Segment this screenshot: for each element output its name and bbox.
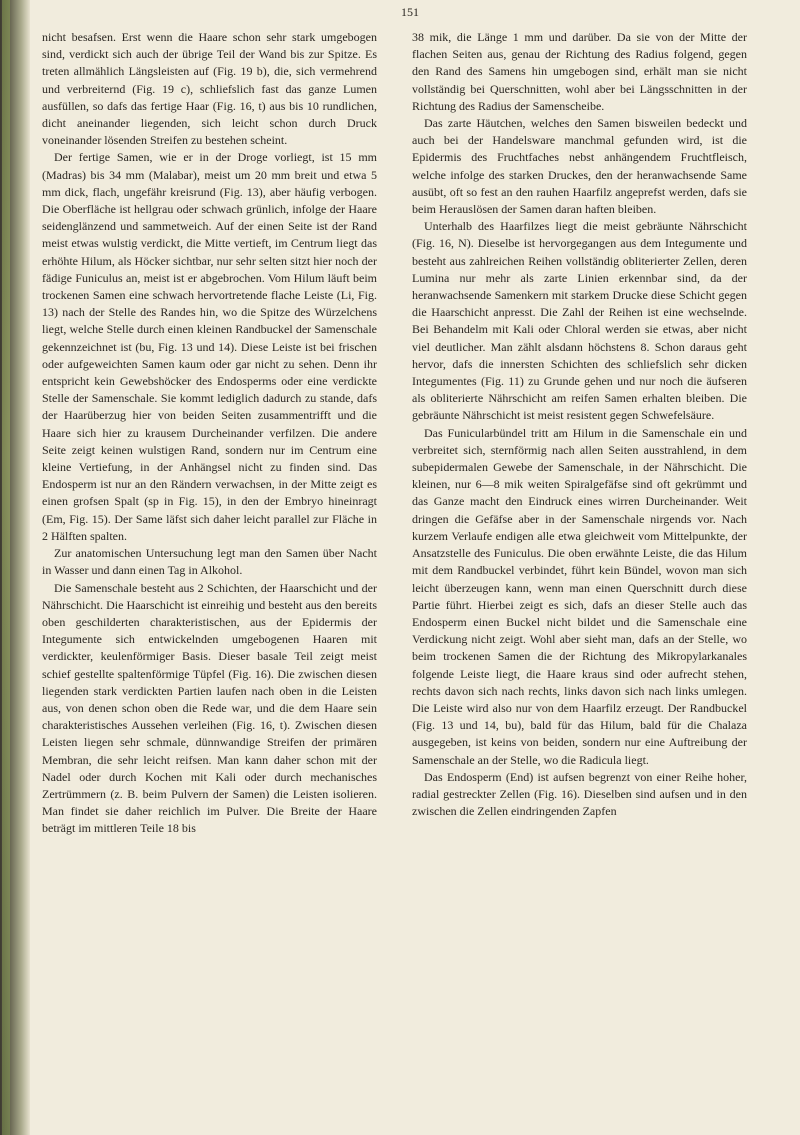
paragraph: Der fertige Samen, wie er in der Droge vorliegt, ist 15 mm (Madras) bis 34 mm (Malabar), meist um 20 mm breit und etwa 5 mm dick, flach, ungefähr kreisrund (Fig. 13), aber häufig verbogen. Die Oberfläche ist hellgrau oder schwach grünlich, infolge der Haare seidenglänzend und sammetweich. Auf der einen Seite ist der Rand meist etwas wulstig verdickt, die Mitte vertieft, im Centrum liegt das erhöhte Hilum, als Höcker sichtbar, nur sehr selten sitzt hier noch der fädige Funiculus an, meist ist er abgebrochen. Vom Hilum läuft beim trockenen Samen eine schwach hervortretende flache Leiste (Li, Fig. 13) nach der Stelle des Randes hin, wo die Spitze des Würzelchens liegt, welche Stelle durch einen kleinen Randbuckel der Samenschale gekennzeichnet ist (bu, Fig. 13 und 14). Diese Leiste ist bei frischen oder aufgeweichten Samen kaum oder gar nicht zu sehen. Denn ihr entspricht kein Gewebshöcker des Endosperms oder eine verdickte Stelle der Samenschale. Sie kommt lediglich dadurch zu stande, dafs der Haarüberzug hier von beiden Seiten zusammentrifft und die Haare sich hier zu krausem Durcheinander verfilzen. Die andere Seite zeigt keinen wulstigen Rand, sondern nur im Centrum eine kleine Vertiefung, in der Anhängsel nicht zu finden sind. Das Endosperm ist nur an den Rändern verwachsen, in der Mitte zeigt es einen grofsen Spalt (sp in Fig. 15), in den der Embryo hineinragt (Em, Fig. 15). Der Same läfst sich daher leicht parallel zur Fläche in 2 Hälften spalten. xyxy=(42,150,377,543)
paragraph: Die Samenschale besteht aus 2 Schichten, der Haarschicht und der Nährschicht. Die Haarschicht ist einreihig und besteht aus den bereits oben geschilderten charakteristischen, aus der Epidermis der Integumente sich entwickelnden umgebogenen Haaren mit verdickter, keulenförmiger Basis. Dieser basale Teil zeigt meist schief gestellte spaltenförmige Tüpfel (Fig. 16). Die zwischen diesen liegenden stark verdickten Partien laufen nach oben in die Leisten aus, von denen schon oben die Rede war, und die dem Haare sein charakteristisches Aussehen verleihen (Fig. 16, t). Zwischen diesen Leisten liegen sehr schmale, dünnwandige Streifen der primären Membran, die sehr leicht reifsen. Man kann daher schon mit der Nadel oder durch Kochen mit Kali oder durch mechanisches Zertrümmern (z. B. beim Pulvern der Samen) die Leisten isolieren. Man findet sie daher reichlich im Pulver. Die Breite der Haare beträgt im mittleren Teile 18 bis xyxy=(42,580,377,836)
paragraph: nicht besafsen. Erst wenn die Haare schon sehr stark umgebogen sind, verdickt sich auch der übrige Teil der Wand bis zur Spitze. Es treten allmählich Längsleisten auf (Fig. 19 b), die, sich vermehrend und verbreiternd (Fig. 19 c), schliefslich fast das ganze Lumen ausfüllen, so dafs das fertige Haar (Fig. 16, t) aus bis 10 rundlichen, dicht aneinander liegenden, sich leicht schon durch Druck voneinander lösenden Streifen zu bestehen scheint. xyxy=(42,30,377,148)
paragraph: Das Endosperm (End) ist aufsen begrenzt von einer Reihe hoher, radial gestreckter Zellen (Fig. 16). Dieselben sind aufsen und in den zwischen die Zellen eindringenden Zapfen xyxy=(412,769,747,819)
paragraph: 38 mik, die Länge 1 mm und darüber. Da sie von der Mitte der flachen Seiten aus, genau der Richtung des Radius folgend, gegen den Rand des Samens hin umgebogen sind, erhält man sie nicht vollständig bei Querschnitten, wohl aber bei Längsschnitten in der Richtung des Radius der Samenscheibe. xyxy=(412,30,747,113)
page-number: 151 xyxy=(401,5,419,19)
paragraph: Zur anatomischen Untersuchung legt man den Samen über Nacht in Wasser und dann einen Tag in Alkohol. xyxy=(42,546,377,578)
paragraph: Das Funicularbündel tritt am Hilum in die Samenschale ein und verbreitet sich, sternförmig nach allen Seiten ausstrahlend, in dem subepidermalen Gewebe der Samenschale, in der Nährschicht. Die kleinen, nur 6—8 mik weiten Spiralgefäfse sind oft gekrümmt und das Ganze macht den Eindruck eines wirren Durcheinander. Weit dringen die Gefäfse aber in der Samenschale nirgends vor. Nach kurzem Verlaufe endigen alle etwa gleichweit vom Mittelpunkte, der Ansatzstelle des Funiculus. Die oben erwähnte Leiste, die das Hilum mit dem Randbuckel verbindet, führt kein Bündel, wovon man sich leicht überzeugen kann, wenn man einen Querschnitt durch diese Partie führt. Hierbei zeigt es sich, dafs an dieser Stelle auch das Endosperm einen Buckel nicht bildet und die Samenschale eine Verdickung nicht zeigt. Wohl aber sieht man, dafs an der Stelle, wo beim trockenen Samen die der Richtung des Mikropylarkanales folgende Leiste liegt, die Haare kraus sind oder aufrecht stehen, rechts davon sich nach rechts, links davon sich nach links umlegen. Die Leiste wird also nur von dem Haarfilz erzeugt. Der Randbuckel (Fig. 13 und 14, bu), bald für das Hilum, bald für die Chalaza ausgegeben, ist keins von beiden, sondern nur eine Auftreibung der Samenschale an der Stelle, wo die Radicula liegt. xyxy=(412,425,747,767)
binding-stain xyxy=(2,0,10,1135)
paragraph: Das zarte Häutchen, welches den Samen bisweilen bedeckt und auch bei der Handelsware manchmal gefunden wird, ist die Epidermis des Fruchtfaches nebst anhängendem Fruchtfleisch, welche infolge des starken Druckes, den der heranwachsende Same ausübt, oft so fest an den rauhen Haarfilz angeprefst werden, dafs sie beim Herauslösen der Samen daran haften bleiben. xyxy=(412,116,747,217)
paragraph: Unterhalb des Haarfilzes liegt die meist gebräunte Nährschicht (Fig. 16, N). Dieselbe ist hervorgegangen aus dem Integumente und besteht aus zahlreichen Reihen vollständig obliterierter Zellen, deren Lumina nur mehr als zarte Linien erkennbar sind, da der heranwachsende Samenkern mit starkem Drucke diese Schicht gegen die Haarschicht anpresst. Die Zahl der Reihen ist eine wechselnde. Bei Behandelm mit Kali oder Chloral werden sie etwas, aber nicht viel deutlicher. Man zählt alsdann höchstens 8. Schon daraus geht hervor, dafs die innersten Schichten des schliefslich sehr dicken Integumentes (Fig. 11) zu Grunde gehen und nur noch die äufseren als obliterierte Nährschicht am reifen Samen erhalten bleiben. Die gebräunte Nährschicht ist meist resistent gegen Schwefelsäure. xyxy=(412,219,747,423)
left-text-column xyxy=(42,29,377,838)
right-text-column xyxy=(412,29,747,820)
